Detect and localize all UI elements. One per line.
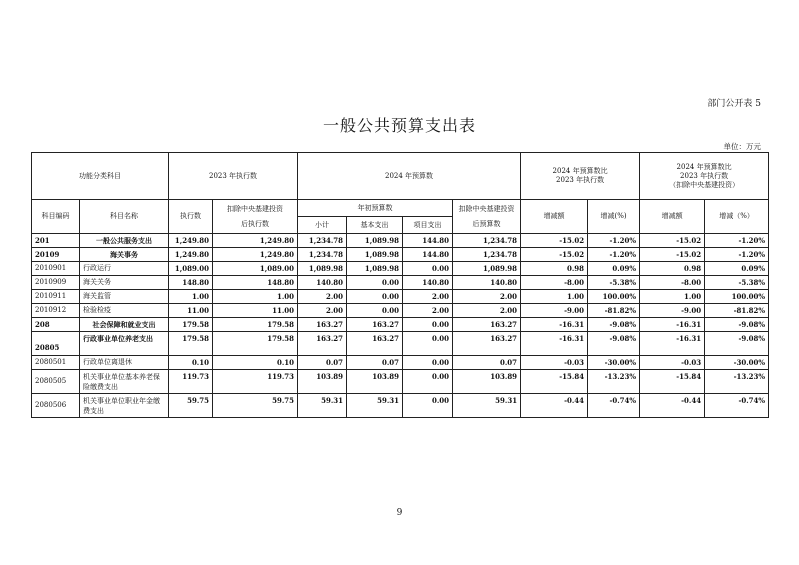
cell-pct-excl: -9.08% xyxy=(705,332,769,356)
cell-pct: -1.20% xyxy=(588,234,640,248)
cell-name: 海关关务 xyxy=(80,276,169,290)
cell-budget-excl: 59.31 xyxy=(453,394,521,418)
cell-subtotal: 2.00 xyxy=(298,290,347,304)
cell-code: 2080506 xyxy=(32,394,80,418)
cell-exec: 1.00 xyxy=(169,290,213,304)
page-number: 9 xyxy=(396,508,403,518)
cell-exec-excl: 119.73 xyxy=(213,370,298,394)
cell-exec: 59.75 xyxy=(169,394,213,418)
header-inc-pct-excl: 增减（%） xyxy=(705,200,769,234)
table-row xyxy=(32,394,769,418)
table-row xyxy=(32,276,769,290)
cell-exec-excl: 1,249.80 xyxy=(213,248,298,262)
cell-basic: 103.89 xyxy=(347,370,403,394)
header-cmp-2023: 2024 年预算数比 2023 年执行数 xyxy=(521,153,640,200)
cell-code: 2010901 xyxy=(32,262,80,276)
header-functional-class: 功能分类科目 xyxy=(32,153,169,200)
unit-label: 单位：万元 xyxy=(723,142,761,151)
cell-code: 2010912 xyxy=(32,304,80,318)
cell-budget-excl: 163.27 xyxy=(453,318,521,332)
cell-inc: -0.44 xyxy=(521,394,588,418)
table-row xyxy=(32,304,769,318)
table-row xyxy=(32,370,769,394)
cell-budget-excl: 2.00 xyxy=(453,290,521,304)
cell-pct-excl: 100.00% xyxy=(705,290,769,304)
cell-pct: -1.20% xyxy=(588,248,640,262)
table-row xyxy=(32,290,769,304)
cell-exec: 179.58 xyxy=(169,318,213,332)
cell-basic: 1,089.98 xyxy=(347,262,403,276)
report-tag: 部门公开表 5 xyxy=(707,99,761,109)
cell-exec: 179.58 xyxy=(169,332,213,356)
cell-inc: -9.00 xyxy=(521,304,588,318)
header-subtotal: 小计 xyxy=(298,217,347,234)
cell-name: 检验检疫 xyxy=(80,304,169,318)
cell-basic: 163.27 xyxy=(347,318,403,332)
header-basic: 基本支出 xyxy=(347,217,403,234)
cell-exec-excl: 59.75 xyxy=(213,394,298,418)
header-2024-budget: 2024 年预算数 xyxy=(298,153,521,200)
cell-pct-excl: -1.20% xyxy=(705,234,769,248)
cell-budget-excl: 140.80 xyxy=(453,276,521,290)
cell-subtotal: 59.31 xyxy=(298,394,347,418)
cell-subtotal: 1,234.78 xyxy=(298,234,347,248)
cell-basic: 0.07 xyxy=(347,356,403,370)
cell-code: 2080501 xyxy=(32,356,80,370)
header-inc-amt-excl: 增减额 xyxy=(640,200,705,234)
cell-inc: -15.02 xyxy=(521,234,588,248)
cell-subtotal: 1,089.98 xyxy=(298,262,347,276)
header-exec-excl: 扣除中央基建投资 后执行数 xyxy=(213,200,298,234)
cell-name: 行政运行 xyxy=(80,262,169,276)
header-name: 科目名称 xyxy=(80,200,169,234)
cell-exec-excl: 1,249.80 xyxy=(213,234,298,248)
cell-subtotal: 163.27 xyxy=(298,318,347,332)
cell-subtotal: 140.80 xyxy=(298,276,347,290)
cell-basic: 0.00 xyxy=(347,290,403,304)
header-annual-budget: 年初预算数 xyxy=(298,200,453,217)
cell-pct: -9.08% xyxy=(588,318,640,332)
cell-exec: 1,089.00 xyxy=(169,262,213,276)
table-row xyxy=(32,248,769,262)
cell-inc-excl: -15.84 xyxy=(640,370,705,394)
page-title: 一般公共预算支出表 xyxy=(322,116,476,135)
cell-project: 2.00 xyxy=(403,290,453,304)
cell-exec: 1,249.80 xyxy=(169,248,213,262)
cell-name: 海关监管 xyxy=(80,290,169,304)
cell-code: 2080505 xyxy=(32,370,80,394)
cell-inc-excl: -9.00 xyxy=(640,304,705,318)
cell-pct: 0.09% xyxy=(588,262,640,276)
cell-exec-excl: 1,089.00 xyxy=(213,262,298,276)
cell-inc: -8.00 xyxy=(521,276,588,290)
cell-project: 144.80 xyxy=(403,248,453,262)
cell-code: 2010911 xyxy=(32,290,80,304)
cell-budget-excl: 0.07 xyxy=(453,356,521,370)
cell-name: 社会保障和就业支出 xyxy=(80,318,169,332)
table-row xyxy=(32,356,769,370)
header-inc-pct: 增减(%) xyxy=(588,200,640,234)
cell-exec-excl: 148.80 xyxy=(213,276,298,290)
cell-inc-excl: 1.00 xyxy=(640,290,705,304)
cell-pct: -5.38% xyxy=(588,276,640,290)
cell-name: 一般公共服务支出 xyxy=(80,234,169,248)
budget-table xyxy=(31,152,769,418)
cell-inc-excl: -15.02 xyxy=(640,234,705,248)
cell-name: 行政事业单位养老支出 xyxy=(80,332,169,356)
cell-budget-excl: 1,234.78 xyxy=(453,248,521,262)
cell-project: 140.80 xyxy=(403,276,453,290)
cell-pct-excl: -30.00% xyxy=(705,356,769,370)
cell-pct-excl: -1.20% xyxy=(705,248,769,262)
cell-name: 海关事务 xyxy=(80,248,169,262)
header-inc-amt: 增减额 xyxy=(521,200,588,234)
cell-exec-excl: 179.58 xyxy=(213,332,298,356)
cell-pct-excl: -9.08% xyxy=(705,318,769,332)
cell-project: 2.00 xyxy=(403,304,453,318)
table-row xyxy=(32,332,769,356)
cell-name: 机关事业单位职业年金缴费支出 xyxy=(80,394,169,418)
cell-budget-excl: 163.27 xyxy=(453,332,521,356)
cell-basic: 163.27 xyxy=(347,332,403,356)
cell-exec: 1,249.80 xyxy=(169,234,213,248)
cell-project: 0.00 xyxy=(403,318,453,332)
cell-subtotal: 103.89 xyxy=(298,370,347,394)
cell-inc-excl: -0.03 xyxy=(640,356,705,370)
cell-inc-excl: -16.31 xyxy=(640,318,705,332)
cell-budget-excl: 1,089.98 xyxy=(453,262,521,276)
cell-basic: 0.00 xyxy=(347,276,403,290)
cell-inc: 0.98 xyxy=(521,262,588,276)
cell-pct: -81.82% xyxy=(588,304,640,318)
header-code: 科目编码 xyxy=(32,200,80,234)
cell-subtotal: 2.00 xyxy=(298,304,347,318)
cell-pct: 100.00% xyxy=(588,290,640,304)
cell-budget-excl: 103.89 xyxy=(453,370,521,394)
cell-basic: 1,089.98 xyxy=(347,234,403,248)
cell-pct: -13.23% xyxy=(588,370,640,394)
cell-code: 208 xyxy=(32,318,80,332)
cell-pct-excl: -5.38% xyxy=(705,276,769,290)
cell-exec: 0.10 xyxy=(169,356,213,370)
cell-project: 144.80 xyxy=(403,234,453,248)
cell-inc-excl: -0.44 xyxy=(640,394,705,418)
cell-code: 2010909 xyxy=(32,276,80,290)
cell-inc: -15.02 xyxy=(521,248,588,262)
cell-code: 201 xyxy=(32,234,80,248)
cell-exec: 11.00 xyxy=(169,304,213,318)
cell-name: 行政单位离退休 xyxy=(80,356,169,370)
cell-basic: 0.00 xyxy=(347,304,403,318)
cell-project: 0.00 xyxy=(403,332,453,356)
header-cmp-2023-excl: 2024 年预算数比 2023 年执行数 （扣除中央基建投资） xyxy=(640,153,769,200)
cell-inc: -15.84 xyxy=(521,370,588,394)
header-exec: 执行数 xyxy=(169,200,213,234)
header-budget-excl: 扣除中央基建投资 后预算数 xyxy=(453,200,521,234)
cell-name: 机关事业单位基本养老保险缴费支出 xyxy=(80,370,169,394)
cell-pct-excl: -0.74% xyxy=(705,394,769,418)
cell-inc: -16.31 xyxy=(521,318,588,332)
cell-pct-excl: -81.82% xyxy=(705,304,769,318)
cell-inc-excl: -8.00 xyxy=(640,276,705,290)
header-project: 项目支出 xyxy=(403,217,453,234)
cell-budget-excl: 2.00 xyxy=(453,304,521,318)
cell-code: 20805 xyxy=(32,332,80,356)
cell-inc: -16.31 xyxy=(521,332,588,356)
table-row xyxy=(32,262,769,276)
cell-pct: -30.00% xyxy=(588,356,640,370)
cell-exec-excl: 0.10 xyxy=(213,356,298,370)
cell-pct-excl: 0.09% xyxy=(705,262,769,276)
cell-inc: -0.03 xyxy=(521,356,588,370)
cell-project: 0.00 xyxy=(403,394,453,418)
cell-basic: 59.31 xyxy=(347,394,403,418)
cell-exec-excl: 179.58 xyxy=(213,318,298,332)
cell-project: 0.00 xyxy=(403,356,453,370)
cell-inc: 1.00 xyxy=(521,290,588,304)
cell-inc-excl: -16.31 xyxy=(640,332,705,356)
cell-basic: 1,089.98 xyxy=(347,248,403,262)
cell-pct: -0.74% xyxy=(588,394,640,418)
cell-budget-excl: 1,234.78 xyxy=(453,234,521,248)
cell-project: 0.00 xyxy=(403,370,453,394)
cell-subtotal: 0.07 xyxy=(298,356,347,370)
cell-exec-excl: 1.00 xyxy=(213,290,298,304)
cell-exec-excl: 11.00 xyxy=(213,304,298,318)
cell-project: 0.00 xyxy=(403,262,453,276)
table-row xyxy=(32,318,769,332)
cell-subtotal: 1,234.78 xyxy=(298,248,347,262)
header-2023-exec: 2023 年执行数 xyxy=(169,153,298,200)
cell-exec: 119.73 xyxy=(169,370,213,394)
cell-inc-excl: 0.98 xyxy=(640,262,705,276)
table-row xyxy=(32,234,769,248)
cell-code: 20109 xyxy=(32,248,80,262)
cell-exec: 148.80 xyxy=(169,276,213,290)
cell-pct-excl: -13.23% xyxy=(705,370,769,394)
cell-subtotal: 163.27 xyxy=(298,332,347,356)
cell-pct: -9.08% xyxy=(588,332,640,356)
cell-inc-excl: -15.02 xyxy=(640,248,705,262)
